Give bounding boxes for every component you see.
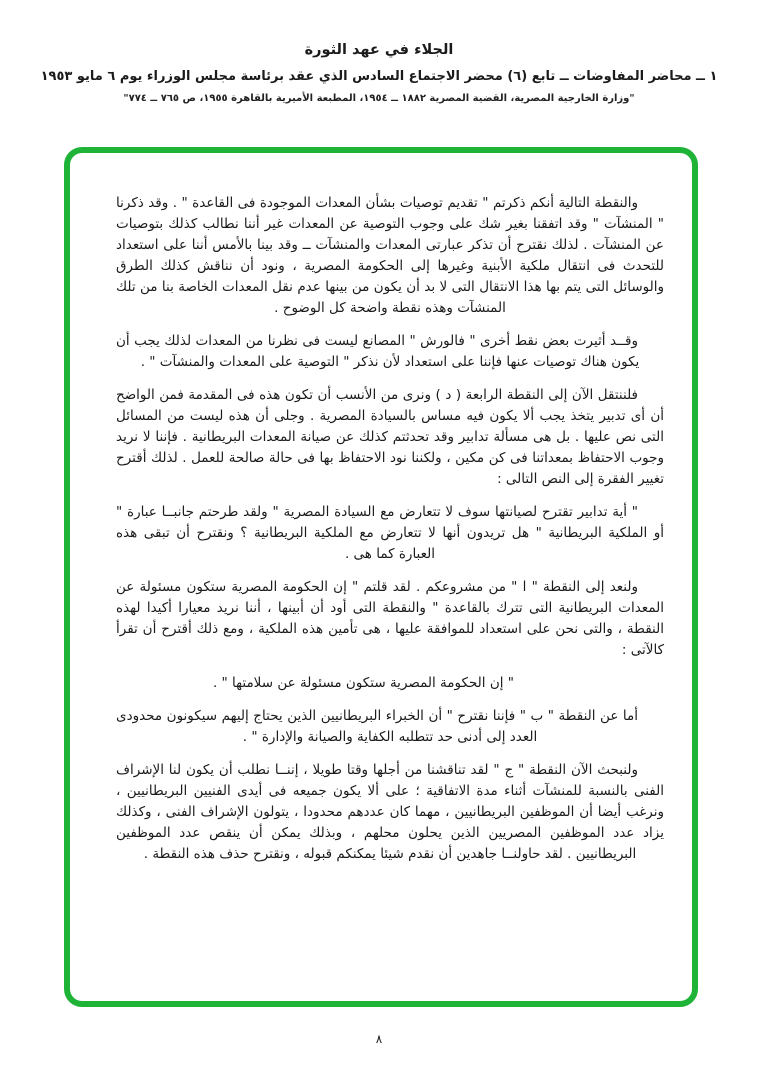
document-subtitle: ١ ــ محاضر المفاوضات ــ تابع (٦) محضر الاجتماع السادس الذي عقد برئاسة مجلس الوزراء يوم ٦ مايو ١٩٥٣ [40, 69, 718, 84]
paragraph: والنقطة التالية أنكم ذكرتم " تقديم توصيات بشأن المعدات الموجودة فى القاعدة " . وقد ذكرنا " المنشآت " وقد اتفقنا بغير شك على وجوب التوصية عن المعدات غير أننا نطالب كذلك بتوصيات عن المنشآت . لذلك نقترح أن تذكر عبارتى المعدات والمنشآت ــ وقد بينا بالأمس أننا على استعداد للتحدث فى انتقال ملكية الأبنية وغيرها إلى الحكومة المصرية ، ونود أن نناقش كذلك الطرق والوسائل التى يتم بها هذا الانتقال التى لا بد أن يكون من بينها عدم نقل المعدات الخاصة بنا من تلك المنشآت وهذه نقطة واضحة كل الوضوح . [116, 195, 664, 316]
paragraph: وقــد أثيرت بعض نقط أخرى " فالورش " المصانع ليست فى نظرنا من المعدات لذلك يجب أن يكون هناك توصيات عنها فإننا على استعداد لأن نذكر " التوصية على المعدات والمنشآت " . [116, 333, 640, 370]
document-title: الجلاء في عهد الثورة [304, 42, 454, 58]
document-body [70, 153, 692, 865]
source-citation: "وزارة الخارجية المصرية، القضية المصرية ١٨٨٢ ــ ١٩٥٤، المطبعة الأميرية بالقاهرة ١٩٥٥، ص ٧٦٥ ــ ٧٧٤" [123, 93, 635, 104]
paragraph: أما عن النقطة " ب " فإننا نقترح " أن الخبراء البريطانيين الذين يحتاج إليهم سيكونون محدودى العدد إلى أدنى حد تتطلبه الكفاية والصيانة والإدارة " . [116, 708, 638, 745]
paragraph: ولنعد إلى النقطة " ا " من مشروعكم . لقد قلتم " إن الحكومة المصرية ستكون مسئولة عن المعدات البريطانية التى تترك بالقاعدة " والنقطة التى أود أن أبينها ، أننا نريد معيارا أكيدا لهذه النقطة ، والتى نحن على استعداد للموافقة عليها ، هى تأمين هذه الملكية ، ومع ذلك أقترح أن تقرأ كالآتى : [116, 579, 664, 658]
paragraph-quote-line: " إن الحكومة المصرية ستكون مسئولة عن سلامتها " . [212, 675, 514, 691]
paragraph: ولنبحث الآن النقطة " ج " لقد تناقشنا من أجلها وقتا طويلا ، إننــا نطلب أن يكون لنا الإشراف الفنى بالنسبة للمنشآت أثناء مدة الاتفاقية ؛ على ألا يكون جميعه فى أيدى الفنيين البريطانيين ، ونرغب أيضا أن الموظفين البريطانيين ، مهما كان عددهم محدودا ، يتولون الإشراف الفنى ، وكذلك يزاد عدد الموظفين المصريين الذين يحلون محلهم ، وبذلك يمكن أن ينقص عدد الموظفين البريطانيين . لقد حاولنــا جاهدين أن نقدم شيئا يمكنكم قبوله ، ونقترح حذف هذه النقطة . [116, 762, 664, 862]
highlight-border [64, 147, 698, 1007]
page-number: ٨ [375, 1032, 383, 1046]
paragraph-quote: " أية تدابير تقترح لصيانتها سوف لا تتعارض مع السيادة المصرية " ولقد طرحتم جانبــا عبارة " أو الملكية البريطانية " هل تريدون أنها لا تتعارض مع الملكية البريطانية ؟ ونقترح أن تبقى هذه العبارة كما هى . [116, 504, 664, 562]
page-header [0, 0, 758, 104]
paragraph: فلننتقل الآن إلى النقطة الرابعة ( د ) ونرى من الأنسب أن تكون هذه فى المقدمة فمن الواضح أن أى تدبير يتخذ يجب ألا يكون فيه مساس بالسيادة المصرية . وجلى أن هذه ليست من المسائل التى نص عليها . بل هى مسألة تدابير وقد تحدثتم كذلك عن صيانة المعدات البريطانية . فإننا لا نريد وجوب الاحتفاظ بمعداتنا فى كن مكين ، ولكننا نود الاحتفاظ بها فى حالة صالحة للعمل . لذلك أقترح تغيير الفقرة إلى النص التالى : [116, 387, 664, 487]
